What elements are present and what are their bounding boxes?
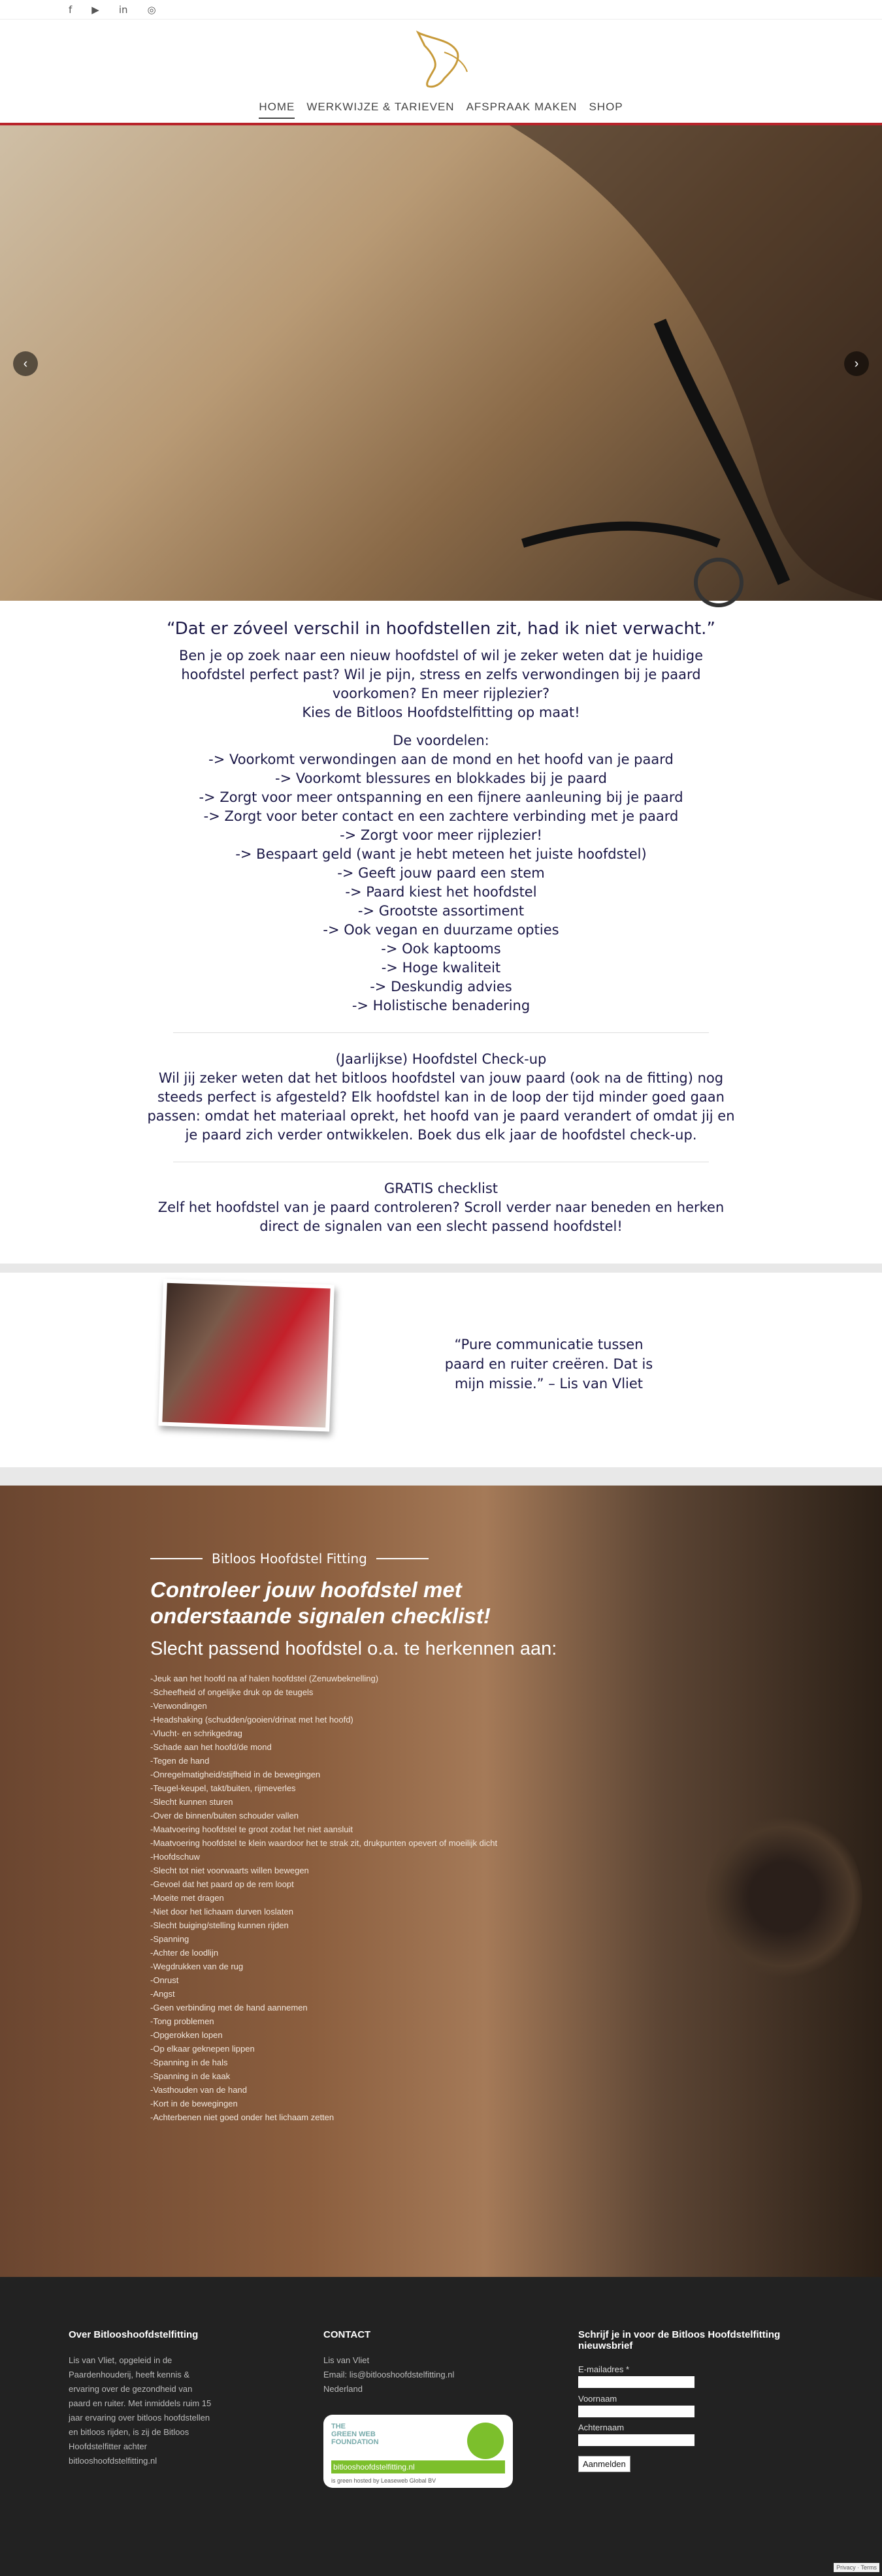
voordeel-item: -> Zorgt voor beter contact en een zachtere verbinding met je paard	[203, 808, 679, 824]
smiley-icon	[467, 2423, 504, 2459]
voordeel-item: -> Paard kiest het hoofdstel	[345, 884, 537, 900]
signal-item: -Schade aan het hoofd/de mond	[150, 1742, 272, 1752]
main-nav	[0, 101, 882, 119]
youtube-icon[interactable]: ▶	[91, 3, 99, 16]
kicker-text: Bitloos Hoofdstel Fitting	[212, 1551, 367, 1566]
mission-quote: “Pure communicatie tussen paard en ruiter creëren. Dat is mijn missie.” – Lis van Vliet	[444, 1337, 653, 1391]
signal-item: -Slecht buiging/stelling kunnen rijden	[150, 1920, 289, 1930]
horse-logo[interactable]	[405, 26, 477, 98]
firstname-label: Voornaam	[578, 2393, 617, 2404]
signal-item: -Achter de loodlijn	[150, 1948, 219, 1958]
footer-about	[69, 2329, 212, 2468]
linkedin-icon[interactable]: in	[118, 3, 128, 16]
voordeel-item: -> Holistische benadering	[351, 998, 531, 1013]
slider-prev-button[interactable]: ‹	[13, 351, 38, 376]
about-title: Over Bitlooshoofdstelfitting	[69, 2329, 199, 2340]
signal-item: -Vlucht- en schrikgedrag	[150, 1728, 242, 1738]
nav-shop[interactable]: SHOP	[589, 101, 623, 113]
greenweb-line1: THE	[331, 2423, 346, 2430]
footer-newsletter	[578, 2329, 813, 2472]
voordeel-item: -> Hoge kwaliteit	[381, 960, 501, 976]
nav-home[interactable]: HOME	[259, 101, 295, 119]
signal-item: -Onrust	[150, 1975, 179, 1985]
gratis-text: Zelf het hoofdstel van je paard controleren? Scroll verder naar beneden en herken direct de signalen van een slecht passend hoofdstel!	[157, 1200, 725, 1234]
signal-item: -Geen verbinding met de hand aannemen	[150, 2003, 308, 2012]
signal-item: -Tong problemen	[150, 2016, 214, 2026]
contact-email[interactable]: Email: lis@bitlooshoofdstelfitting.nl	[323, 2370, 455, 2379]
slider-next-button[interactable]: ›	[844, 351, 869, 376]
lastname-label: Achternaam	[578, 2423, 625, 2432]
signal-item: -Gevoel dat het paard op de rem loopt	[150, 1879, 294, 1889]
voordeel-item: -> Ook vegan en duurzame opties	[323, 922, 559, 938]
intro-quote: “Dat er zóveel verschil in hoofdstellen zit, had ik niet verwacht.”	[167, 619, 715, 639]
facebook-icon[interactable]: f	[69, 3, 73, 16]
signal-item: -Op elkaar geknepen lippen	[150, 2044, 255, 2054]
instagram-icon[interactable]: ◎	[147, 3, 156, 16]
voordeel-item: -> Deskundig advies	[370, 979, 512, 994]
voordeel-item: -> Geeft jouw paard een stem	[337, 865, 545, 881]
signal-item: -Wegdrukken van de rug	[150, 1962, 244, 1971]
voordeel-item: -> Voorkomt verwondingen aan de mond en het hoofd van je paard	[208, 752, 674, 767]
nav-afspraak[interactable]: AFSPRAAK MAKEN	[466, 101, 578, 113]
voordeel-item: -> Ook kaptooms	[381, 941, 501, 957]
site-footer	[0, 2277, 882, 2576]
signal-item: -Maatvoering hoofdstel te klein waardoor het te strak zit, drukpunten opevert of moeilijk dicht	[150, 1838, 498, 1848]
signal-item: -Hoofdschuw	[150, 1852, 200, 1862]
intro-text: Ben je op zoek naar een nieuw hoofdstel of wil je zeker weten dat je huidige hoofdstel perfect past? Wil je pijn, stress en zelfs verwondingen bij je paard voorkomen? En meer rijplezier?	[178, 648, 704, 701]
signal-item: -Spanning in de kaak	[150, 2071, 231, 2081]
signal-item: -Verwondingen	[150, 1701, 207, 1711]
voordeel-item: -> Bespaart geld (want je hebt meteen het juiste hoofdstel)	[235, 846, 647, 862]
email-label: E-mailadres *	[578, 2364, 630, 2374]
signal-item: -Vasthouden van de hand	[150, 2085, 247, 2095]
newsletter-title: Schrijf je in voor de Bitloos Hoofdstelfitting nieuwsbrief	[578, 2329, 781, 2351]
gratis-title: GRATIS checklist	[384, 1181, 498, 1196]
section-divider	[0, 1467, 882, 1486]
signal-item: -Maatvoering hoofdstel te groot zodat het niet aansluit	[150, 1824, 353, 1834]
section-divider	[0, 1264, 882, 1273]
nav-werkwijze[interactable]: WERKWIJZE & TARIEVEN	[306, 101, 455, 113]
signals-list	[150, 1672, 608, 2124]
contact-country: Nederland	[323, 2384, 363, 2394]
checkup-text: Wil jij zeker weten dat het bitloos hoofdstel van jouw paard (ook na de fitting) nog steeds perfect is afgesteld? Elk hoofdstel kan in de loop der tijd minder goed gaan passen: omdat het materiaal oprekt, het hoofd van je paard verandert of omdat jij en je paard zich verder ontwikkelen. Boek dus elk jaar de hoofdstel check-up.	[147, 1070, 735, 1143]
signal-item: -Spanning	[150, 1934, 189, 1944]
contact-name: Lis van Vliet	[323, 2355, 370, 2365]
signal-item: -Spanning in de hals	[150, 2058, 228, 2067]
signal-item: -Moeite met dragen	[150, 1893, 224, 1903]
signal-item: -Onregelmatigheid/stijfheid in de bewegingen	[150, 1770, 321, 1779]
signal-item: -Scheefheid of ongelijke druk op de teugels	[150, 1687, 314, 1697]
signal-item: -Teugel-keupel, takt/buiten, rijmeverles	[150, 1783, 296, 1793]
email-field[interactable]	[578, 2376, 694, 2388]
site-header	[0, 20, 882, 123]
signal-item: -Slecht tot niet voorwaarts willen bewegen	[150, 1866, 309, 1875]
signal-item: -Angst	[150, 1989, 175, 1999]
voordeel-item: -> Zorgt voor meer rijplezier!	[340, 827, 542, 843]
firstname-field[interactable]	[578, 2406, 694, 2417]
signal-item: -Headshaking (schudden/gooien/drinat met het hoofd)	[150, 1715, 353, 1725]
checkup-title: (Jaarlijkse) Hoofdstel Check-up	[335, 1051, 547, 1067]
signals-title: Controleer jouw hoofdstel met onderstaande signalen checklist!	[150, 1578, 491, 1628]
intro-section	[147, 601, 735, 1236]
signal-item: -Over de binnen/buiten schouder vallen	[150, 1811, 299, 1821]
signal-item: -Tegen de hand	[150, 1756, 210, 1766]
voordeel-item: -> Voorkomt blessures en blokkades bij je paard	[275, 771, 607, 786]
voordelen-title: De voordelen:	[393, 733, 489, 748]
hero-horse-image	[0, 125, 882, 601]
signal-item: -Kort in de bewegingen	[150, 2099, 238, 2108]
greenweb-line3: FOUNDATION	[331, 2438, 379, 2446]
contact-title: CONTACT	[323, 2329, 371, 2340]
signals-section	[0, 1486, 882, 2277]
voordeel-item: -> Grootste assortiment	[357, 903, 525, 919]
about-text: Lis van Vliet, opgeleid in de Paardenhouderij, heeft kennis & ervaring over de gezondheid van paard en ruiter. Met inmiddels ruim 15 jaar ervaring over bitloos hoofdstellen en bitloos rijden, is zij de Bitloos Hoofdstelfitter achter bitlooshoofdstelfitting.nl	[69, 2355, 212, 2466]
footer-contact	[323, 2329, 532, 2488]
signal-item: -Niet door het lichaam durven loslaten	[150, 1907, 293, 1916]
social-bar	[0, 0, 882, 20]
greenweb-domain: bitlooshoofdstelfitting.nl	[331, 2460, 505, 2473]
recaptcha-privacy[interactable]: Privacy · Terms	[834, 2563, 879, 2572]
greenweb-line2: GREEN WEB	[331, 2430, 376, 2438]
signal-item: -Opgerokken lopen	[150, 2030, 223, 2040]
horse-eye-image	[706, 1812, 862, 1982]
lis-photo	[158, 1279, 335, 1431]
signal-item: -Achterbenen niet goed onder het lichaam zetten	[150, 2112, 335, 2122]
divider	[173, 1032, 709, 1033]
signal-item: -Slecht kunnen sturen	[150, 1797, 233, 1807]
intro-cta: Kies de Bitloos Hoofdstelfitting op maat!	[302, 705, 580, 720]
green-web-badge[interactable]	[323, 2415, 513, 2488]
lastname-field[interactable]	[578, 2434, 694, 2446]
hero-slider	[0, 125, 882, 601]
signals-subtitle: Slecht passend hoofdstel o.a. te herkennen aan:	[150, 1638, 557, 1659]
signal-item: -Jeuk aan het hoofd na af halen hoofdstel (Zenuwbeknelling)	[150, 1674, 379, 1683]
greenweb-sub: is green hosted by Leaseweb Global BV	[331, 2477, 436, 2484]
signals-kicker	[150, 1551, 608, 1566]
subscribe-button[interactable]: Aanmelden	[578, 2456, 630, 2472]
voordeel-item: -> Zorgt voor meer ontspanning en een fijnere aanleuning bij je paard	[199, 789, 683, 805]
mission-section	[0, 1273, 882, 1467]
